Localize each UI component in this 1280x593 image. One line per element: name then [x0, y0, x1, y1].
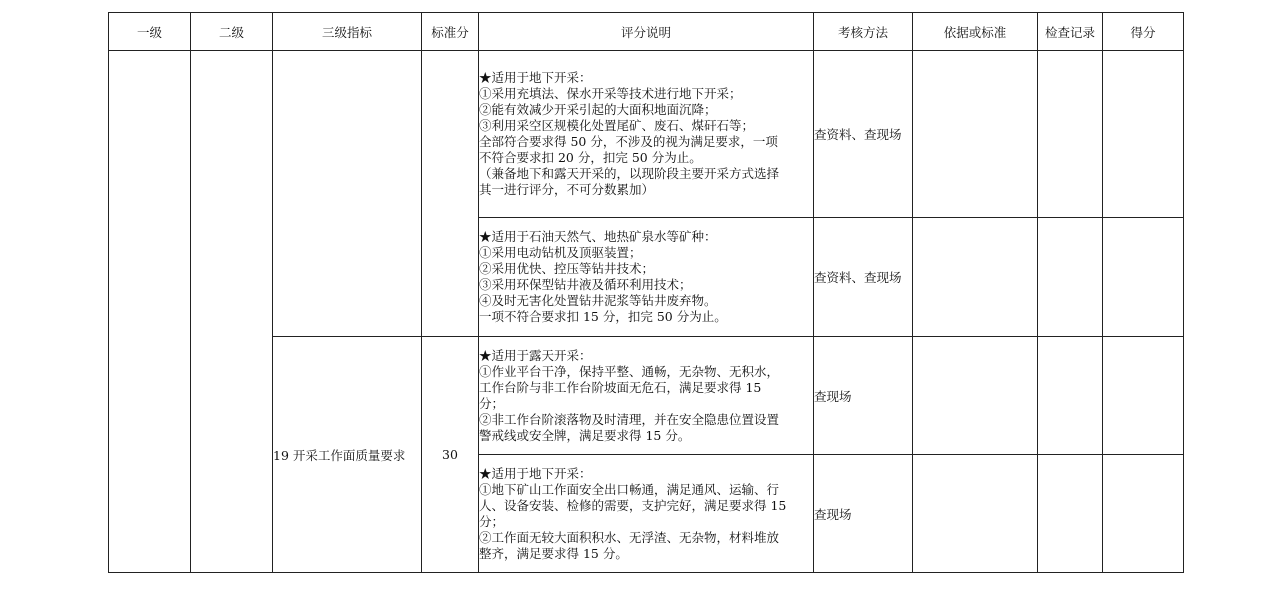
- score-cell[interactable]: [1103, 337, 1184, 455]
- table-row: [109, 51, 1184, 218]
- check-record-cell[interactable]: [1038, 455, 1103, 573]
- desc-line: ③采用环保型钻井液及循环利用技术；: [479, 277, 692, 292]
- header-row: [109, 13, 1184, 51]
- score-cell[interactable]: [1103, 51, 1184, 218]
- desc-line: ②采用优快、控压等钻井技术；: [479, 261, 655, 276]
- basis-standard-cell: [913, 337, 1038, 455]
- assessment-method-cell: 查资料、查现场: [814, 51, 913, 218]
- desc-line: 警戒线或安全牌，满足要求得 15 分。: [479, 427, 691, 443]
- header-level1: 一级: [109, 13, 191, 51]
- check-record-cell[interactable]: [1038, 51, 1103, 218]
- desc-line: ★适用于地下开采：: [479, 465, 592, 481]
- desc-line: 工作台阶与非工作台阶坡面无危石，满足要求得 15: [479, 379, 762, 395]
- desc-line: ②非工作台阶滚落物及时清理，并在安全隐患位置设置: [479, 411, 780, 427]
- desc-line: ★适用于露天开采：: [479, 347, 592, 363]
- level1-cell: [109, 51, 191, 573]
- header-score: 得分: [1103, 13, 1184, 51]
- header-level2: 二级: [191, 13, 273, 51]
- indicator-19-cell: 19 开采工作面质量要求: [273, 337, 422, 573]
- desc-line: 不符合要求扣 20 分，扣完 50 分为止。: [479, 150, 702, 165]
- desc-line: ①采用电动钻机及顶驱装置；: [479, 245, 642, 260]
- score-cell[interactable]: [1103, 218, 1184, 337]
- check-record-cell[interactable]: [1038, 337, 1103, 455]
- scoring-description-cell: [479, 218, 814, 337]
- desc-line: （兼备地下和露天开采的，以现阶段主要开采方式选择: [479, 166, 780, 181]
- desc-line: 分；: [479, 395, 505, 411]
- desc-line: ②能有效减少开采引起的大面积地面沉降；: [479, 102, 717, 117]
- desc-line: 整齐，满足要求得 15 分。: [479, 545, 628, 561]
- evaluation-table: [108, 12, 1184, 573]
- scoring-description-cell: [479, 337, 814, 455]
- desc-line: ★适用于石油天然气、地热矿泉水等矿种：: [479, 229, 717, 244]
- assessment-method-cell: 查现场: [814, 455, 913, 573]
- basis-standard-cell: [913, 455, 1038, 573]
- scoring-description-cell: [479, 455, 814, 573]
- indicator-19-standard-score: 30: [422, 337, 479, 573]
- header-assessment-method: 考核方法: [814, 13, 913, 51]
- header-standard-score: 标准分: [422, 13, 479, 51]
- level2-cell: [191, 51, 273, 573]
- level3-cell-prev: [273, 51, 422, 337]
- desc-line: ★适用于地下开采：: [479, 70, 592, 85]
- score-cell[interactable]: [1103, 455, 1184, 573]
- desc-line: ②工作面无较大面积积水、无浮渣、无杂物，材料堆放: [479, 529, 780, 545]
- desc-line: 全部符合要求得 50 分，不涉及的视为满足要求，一项: [479, 134, 778, 149]
- desc-line: 一项不符合要求扣 15 分，扣完 50 分为止。: [479, 309, 727, 324]
- desc-line: ①采用充填法、保水开采等技术进行地下开采；: [479, 86, 742, 101]
- desc-line: ④及时无害化处置钻井泥浆等钻井废弃物。: [479, 293, 717, 308]
- header-level3-indicator: 三级指标: [273, 13, 422, 51]
- header-scoring-description: 评分说明: [479, 13, 814, 51]
- desc-line: ①地下矿山工作面安全出口畅通，满足通风、运输、行: [479, 481, 780, 497]
- desc-line: ①作业平台干净，保持平整、通畅，无杂物、无积水，: [479, 363, 780, 379]
- basis-standard-cell: [913, 218, 1038, 337]
- check-record-cell[interactable]: [1038, 218, 1103, 337]
- scoring-description-cell: [479, 51, 814, 218]
- standard-score-cell-prev: [422, 51, 479, 337]
- assessment-method-cell: 查现场: [814, 337, 913, 455]
- desc-line: 分；: [479, 513, 505, 529]
- desc-line: 其一进行评分，不可分数累加）: [479, 182, 655, 197]
- header-basis-standard: 依据或标准: [913, 13, 1038, 51]
- desc-line: 人、设备安装、检修的需要，支护完好，满足要求得 15: [479, 497, 787, 513]
- header-check-record: 检查记录: [1038, 13, 1103, 51]
- basis-standard-cell: [913, 51, 1038, 218]
- desc-line: ③利用采空区规模化处置尾矿、废石、煤矸石等；: [479, 118, 755, 133]
- assessment-method-cell: 查资料、查现场: [814, 218, 913, 337]
